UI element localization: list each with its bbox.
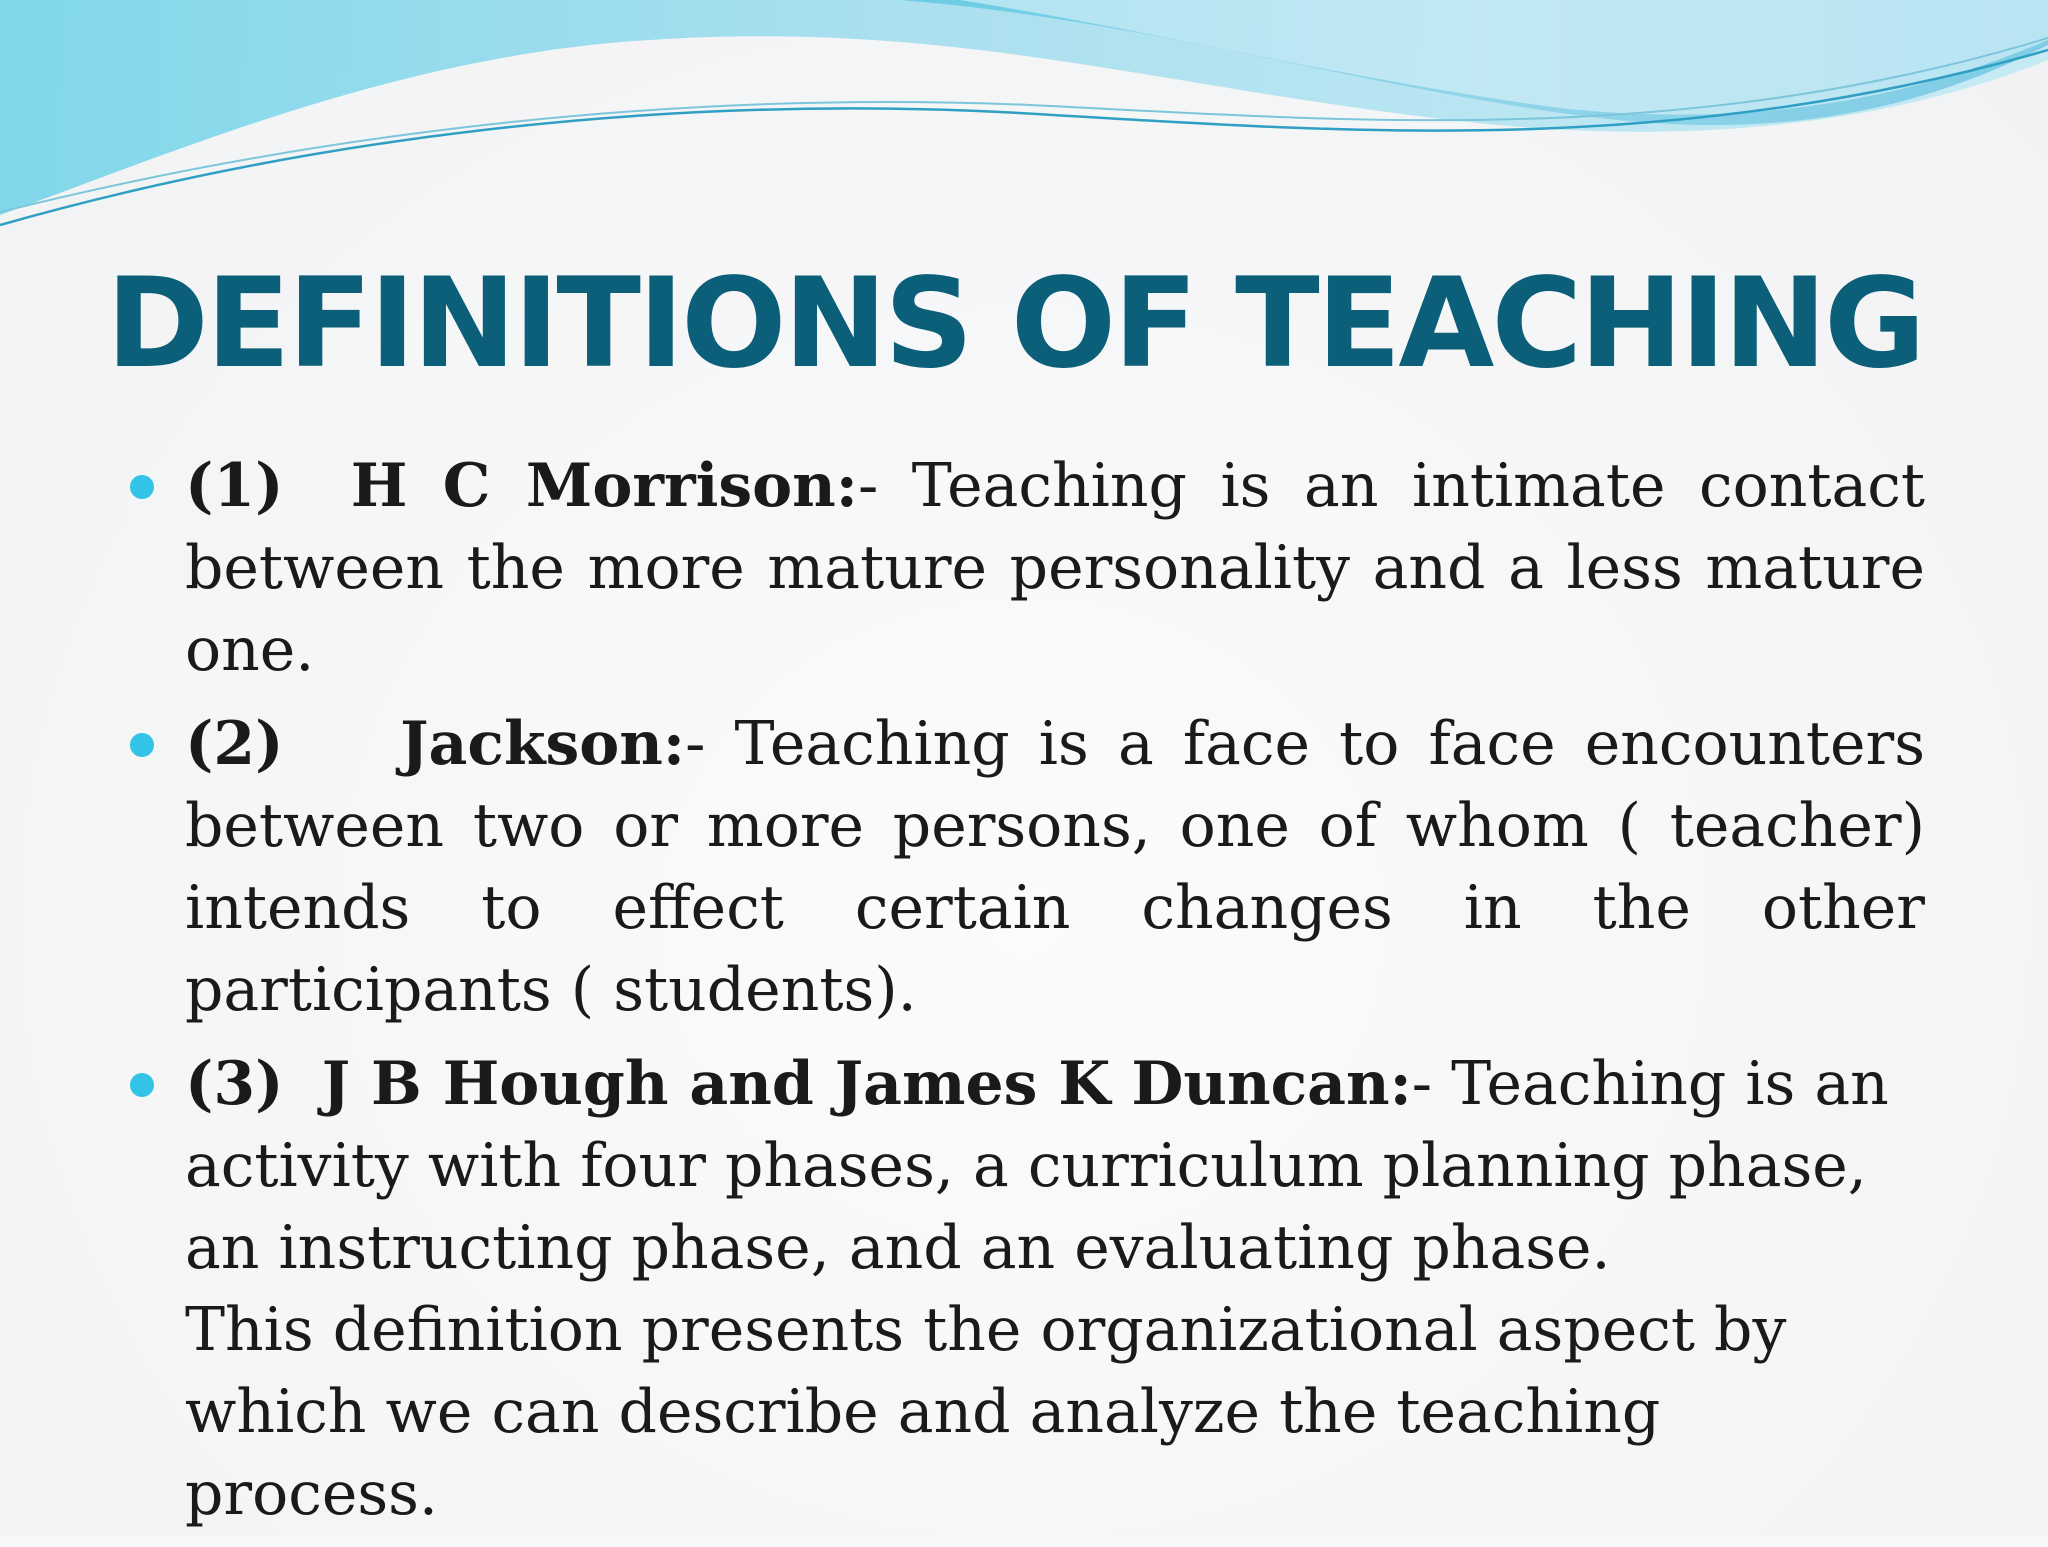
bullet-dot-icon	[130, 733, 154, 757]
definition-author: H C Morrison:	[350, 451, 858, 521]
bullet-dot-icon	[130, 475, 154, 499]
definition-paragraph	[185, 703, 1925, 1031]
definition-separator: -	[1411, 1049, 1433, 1119]
definition-separator: -	[857, 451, 879, 521]
definition-number: (2)	[185, 709, 284, 779]
definition-number: (1)	[185, 451, 284, 521]
wave-header-decoration	[0, 0, 2048, 240]
definition-text: Teaching is a face to face encounters between two or more persons, one of whom ( teacher) intends to effect certain changes in the other participants ( students).	[185, 709, 1925, 1025]
bullet-dot-icon	[130, 1073, 154, 1097]
definition-text: Teaching is an activity with four phases, a curriculum planning phase, an instructing phase, and an evaluating phase.	[185, 1049, 1889, 1283]
definition-paragraph	[185, 445, 1925, 691]
slide-title: DEFINITIONS OF TEACHING	[106, 252, 1923, 396]
definition-number: (3)	[185, 1049, 284, 1119]
definitions-list	[185, 445, 1925, 1535]
definition-item-hough-duncan	[185, 1043, 1925, 1535]
definition-item-jackson	[185, 703, 1925, 1031]
definition-text: Teaching is an intimate contact between the more mature personality and a less mature one.	[185, 451, 1925, 685]
definition-continuation: This definition presents the organizational aspect by which we can describe and analyze the teaching process.	[185, 1295, 1787, 1529]
definition-author: J B Hough and James K Duncan:	[321, 1049, 1412, 1119]
definition-author: Jackson:	[400, 709, 686, 779]
definition-paragraph	[185, 1043, 1925, 1535]
definition-separator: -	[685, 709, 706, 779]
definitions-content	[185, 445, 1925, 1547]
definition-item-morrison	[185, 445, 1925, 691]
